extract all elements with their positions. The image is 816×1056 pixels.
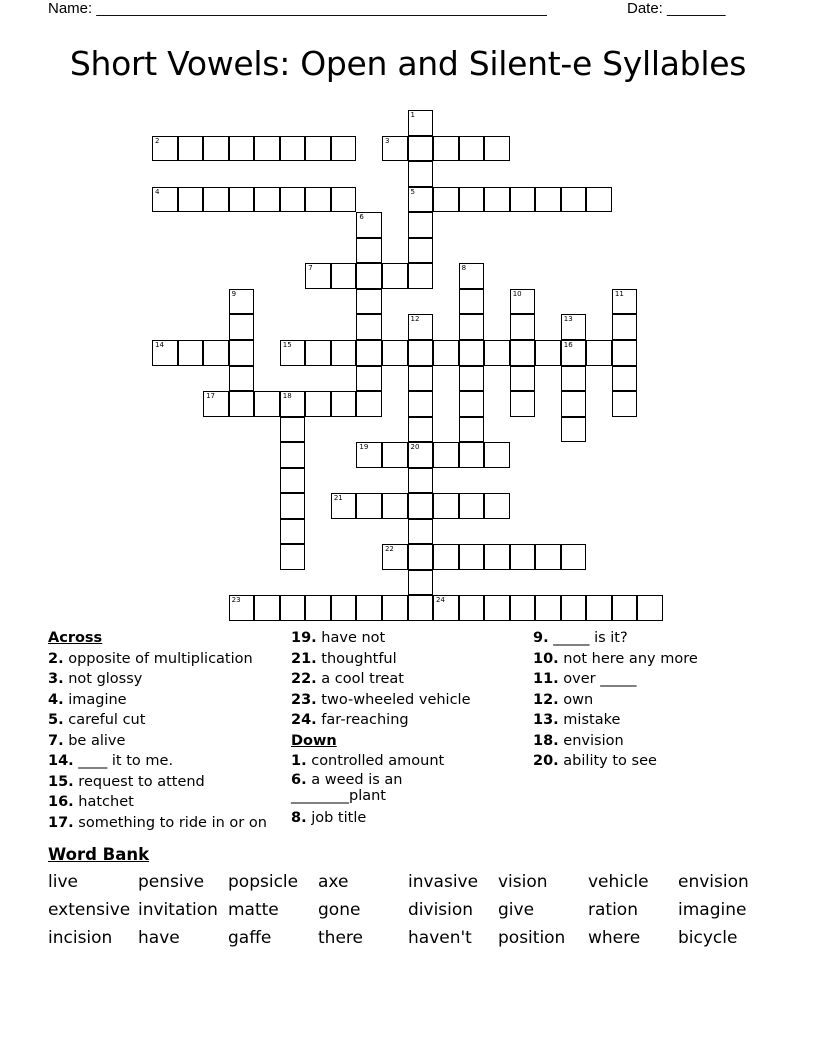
word-bank-word: axe: [318, 872, 349, 892]
crossword-cell[interactable]: [433, 340, 459, 366]
crossword-cell[interactable]: [433, 493, 459, 519]
clue-number: 10: [512, 289, 522, 298]
crossword-cell[interactable]: [433, 595, 459, 621]
crossword-cell[interactable]: [331, 391, 357, 417]
crossword-cell[interactable]: [459, 417, 485, 443]
word-bank-word: there: [318, 928, 363, 948]
crossword-cell[interactable]: [535, 544, 561, 570]
across-heading: Across: [48, 630, 103, 646]
crossword-cell[interactable]: [408, 519, 434, 545]
crossword-cell[interactable]: [484, 493, 510, 519]
crossword-cell[interactable]: [382, 340, 408, 366]
clue-across-17: 17. something to ride in or on: [48, 814, 267, 831]
crossword-cell[interactable]: [459, 544, 485, 570]
crossword-cell[interactable]: [331, 340, 357, 366]
word-bank-word: bicycle: [678, 928, 738, 948]
word-bank-word: imagine: [678, 900, 747, 920]
crossword-cell[interactable]: [561, 366, 587, 392]
crossword-cell[interactable]: [331, 595, 357, 621]
word-bank: [48, 872, 788, 956]
crossword-cell[interactable]: [229, 366, 255, 392]
crossword-cell[interactable]: [510, 340, 536, 366]
crossword-cell[interactable]: [280, 468, 306, 494]
crossword-cell[interactable]: [612, 314, 638, 340]
crossword-cell[interactable]: [280, 595, 306, 621]
crossword-cell[interactable]: [331, 187, 357, 213]
crossword-cell[interactable]: [459, 136, 485, 162]
crossword-cell[interactable]: [408, 468, 434, 494]
word-bank-word: vision: [498, 872, 548, 892]
clue-number: 14: [155, 340, 164, 349]
crossword-cell[interactable]: [305, 263, 331, 289]
crossword-cell[interactable]: [229, 289, 255, 315]
crossword-cell[interactable]: [203, 136, 229, 162]
crossword-cell[interactable]: [382, 595, 408, 621]
crossword-cell[interactable]: [484, 544, 510, 570]
crossword-cell[interactable]: [203, 391, 229, 417]
clue-number: 18: [282, 392, 292, 401]
crossword-cell[interactable]: [586, 595, 612, 621]
clue-number: 22: [384, 545, 394, 554]
clue-number: 16: [563, 340, 573, 349]
clue-across-16: 16. hatchet: [48, 794, 134, 810]
crossword-cell[interactable]: [408, 136, 434, 162]
crossword-cell[interactable]: [433, 187, 459, 213]
crossword-cell[interactable]: [305, 187, 331, 213]
crossword-cell[interactable]: [561, 391, 587, 417]
word-bank-word: pensive: [138, 872, 205, 892]
crossword-cell[interactable]: [510, 595, 536, 621]
word-bank-word: popsicle: [228, 872, 299, 892]
crossword-cell[interactable]: [229, 340, 255, 366]
crossword-cell[interactable]: [637, 595, 663, 621]
crossword-cell[interactable]: [382, 263, 408, 289]
clue-down-11: 11. over _____: [533, 671, 637, 687]
crossword-cell[interactable]: [561, 417, 587, 443]
crossword-cell[interactable]: [459, 493, 485, 519]
crossword-cell[interactable]: [356, 340, 382, 366]
word-bank-row: [48, 928, 788, 956]
crossword-cell[interactable]: [280, 442, 306, 468]
crossword-cell[interactable]: [561, 544, 587, 570]
crossword-cell[interactable]: [254, 595, 280, 621]
crossword-cell[interactable]: [510, 366, 536, 392]
crossword-cell[interactable]: [408, 417, 434, 443]
clue-number: 9: [231, 289, 237, 298]
crossword-cell[interactable]: [510, 314, 536, 340]
crossword-cell[interactable]: [382, 442, 408, 468]
crossword-cell[interactable]: [561, 187, 587, 213]
clue-number: 21: [333, 494, 343, 503]
clue-number: 7: [308, 264, 313, 273]
clue-down-20: 20. ability to see: [533, 753, 657, 769]
clue-down-13: 13. mistake: [533, 712, 621, 728]
clue-down-9: 9. _____ is it?: [533, 630, 628, 646]
clue-across-7: 7. be alive: [48, 732, 126, 749]
word-bank-word: invasive: [408, 872, 479, 892]
crossword-cell[interactable]: [408, 314, 434, 340]
crossword-cell[interactable]: [510, 187, 536, 213]
clue-number: 1: [410, 111, 415, 119]
crossword-cell[interactable]: [305, 136, 331, 162]
clue-across-19: 19. have not: [291, 630, 386, 646]
crossword-cell[interactable]: [459, 263, 485, 289]
clue-number: 12: [410, 315, 420, 324]
crossword-cell[interactable]: [433, 442, 459, 468]
crossword-cell[interactable]: [305, 595, 331, 621]
word-bank-word: matte: [228, 900, 279, 920]
crossword-cell[interactable]: [612, 366, 638, 392]
word-bank-word: gone: [318, 900, 361, 920]
crossword-cell[interactable]: [459, 187, 485, 213]
crossword-cell[interactable]: [612, 595, 638, 621]
clue-down-1: 1. controlled amount: [291, 753, 445, 769]
crossword-cell[interactable]: [229, 187, 255, 213]
crossword-cell[interactable]: [356, 442, 382, 468]
clue-number: 3: [384, 136, 390, 145]
clues-column-2: [291, 628, 526, 828]
clue-across-2: 2. opposite of multiplication: [48, 650, 253, 667]
crossword-cell[interactable]: [280, 493, 306, 519]
word-bank-word: extensive: [48, 900, 131, 920]
crossword-cell[interactable]: [484, 136, 510, 162]
clue-across-22: 22. a cool treat: [291, 671, 404, 687]
crossword-cell[interactable]: [178, 187, 204, 213]
crossword-cell[interactable]: [433, 136, 459, 162]
crossword-cell[interactable]: [459, 391, 485, 417]
crossword-cell[interactable]: [356, 212, 382, 238]
word-bank-row: [48, 900, 788, 928]
crossword-cell[interactable]: [280, 187, 306, 213]
crossword-cell[interactable]: [203, 187, 229, 213]
crossword-cell[interactable]: [459, 314, 485, 340]
down-heading: Down: [291, 732, 337, 749]
clues-column-1: [48, 628, 283, 833]
crossword-cell[interactable]: [178, 340, 204, 366]
crossword-cell[interactable]: [229, 391, 255, 417]
crossword-cell[interactable]: [356, 595, 382, 621]
crossword-cell[interactable]: [382, 544, 408, 570]
crossword-cell[interactable]: [561, 314, 587, 340]
crossword-cell[interactable]: [484, 595, 510, 621]
clue-number: 17: [206, 392, 216, 401]
clue-across-23: 23. two-wheeled vehicle: [291, 691, 471, 708]
clue-number: 2: [155, 136, 160, 145]
clue-number: 23: [231, 596, 241, 605]
clue-across-5: 5. careful cut: [48, 712, 146, 728]
crossword-cell[interactable]: [612, 391, 638, 417]
word-bank-word: ration: [588, 900, 638, 920]
word-bank-word: incision: [48, 928, 113, 948]
clues-column-3: [533, 628, 773, 772]
crossword-cell[interactable]: [535, 340, 561, 366]
clue-down-6: 6. a weed is an ________plant: [291, 771, 403, 804]
clue-number: 5: [410, 187, 415, 196]
crossword-cell[interactable]: [459, 340, 485, 366]
crossword-cell[interactable]: [408, 391, 434, 417]
crossword-cell[interactable]: [408, 161, 434, 187]
crossword-cell[interactable]: [280, 544, 306, 570]
crossword-cell[interactable]: [280, 340, 306, 366]
crossword-cell[interactable]: [535, 187, 561, 213]
crossword-cell[interactable]: [612, 289, 638, 315]
crossword-cell[interactable]: [280, 417, 306, 443]
clue-down-18: 18. envision: [533, 732, 624, 749]
crossword-cell[interactable]: [408, 110, 434, 136]
crossword-cell[interactable]: [203, 340, 229, 366]
clue-number: 4: [155, 187, 160, 196]
crossword-cell[interactable]: [408, 238, 434, 264]
crossword-cell[interactable]: [408, 595, 434, 621]
crossword-cell[interactable]: [152, 340, 178, 366]
clue-across-4: 4. imagine: [48, 691, 127, 708]
clue-number: 15: [282, 340, 292, 349]
clue-down-10: 10. not here any more: [533, 650, 698, 667]
word-bank-word: invitation: [138, 900, 218, 920]
crossword-cell[interactable]: [356, 391, 382, 417]
crossword-cell[interactable]: [408, 544, 434, 570]
clue-number: 13: [563, 315, 573, 324]
name-field[interactable]: Name: ______________________________________________________: [48, 0, 547, 17]
crossword-cell[interactable]: [229, 136, 255, 162]
word-bank-word: position: [498, 928, 566, 948]
date-field[interactable]: Date: _______: [627, 0, 726, 17]
crossword-cell[interactable]: [408, 493, 434, 519]
word-bank-title: Word Bank: [48, 845, 150, 864]
word-bank-word: envision: [678, 872, 749, 892]
crossword-cell[interactable]: [331, 493, 357, 519]
crossword-cell[interactable]: [229, 595, 255, 621]
crossword-cell[interactable]: [408, 187, 434, 213]
crossword-cell[interactable]: [254, 391, 280, 417]
clue-across-15: 15. request to attend: [48, 773, 205, 790]
crossword-cell[interactable]: [561, 595, 587, 621]
crossword-cell[interactable]: [331, 136, 357, 162]
crossword-cell[interactable]: [586, 340, 612, 366]
clue-number: 8: [461, 264, 467, 273]
clue-across-21: 21. thoughtful: [291, 650, 397, 667]
page-title: Short Vowels: Open and Silent-e Syllables: [69, 44, 747, 83]
word-bank-word: give: [498, 900, 535, 920]
clue-number: 19: [359, 443, 369, 452]
crossword-cell[interactable]: [305, 340, 331, 366]
crossword-cell[interactable]: [459, 442, 485, 468]
clue-number: 20: [410, 443, 420, 452]
crossword-cell[interactable]: [612, 340, 638, 366]
crossword-cell[interactable]: [356, 493, 382, 519]
crossword-cell[interactable]: [280, 391, 306, 417]
clue-number: 24: [436, 596, 445, 605]
crossword-cell[interactable]: [280, 136, 306, 162]
crossword-cell[interactable]: [254, 187, 280, 213]
crossword-cell[interactable]: [510, 544, 536, 570]
word-bank-row: [48, 872, 788, 900]
clue-across-14: 14. ____ it to me.: [48, 753, 174, 769]
crossword-cell[interactable]: [331, 263, 357, 289]
word-bank-word: haven't: [408, 928, 472, 948]
crossword-cell[interactable]: [408, 212, 434, 238]
crossword-cell[interactable]: [382, 136, 408, 162]
crossword-cell[interactable]: [152, 187, 178, 213]
word-bank-word: vehicle: [588, 872, 649, 892]
crossword-cell[interactable]: [459, 289, 485, 315]
crossword-cell[interactable]: [382, 493, 408, 519]
crossword-cell[interactable]: [459, 595, 485, 621]
crossword-cell[interactable]: [484, 340, 510, 366]
crossword-cell[interactable]: [459, 366, 485, 392]
crossword-cell[interactable]: [535, 595, 561, 621]
clue-down-12: 12. own: [533, 691, 594, 708]
crossword-cell[interactable]: [408, 442, 434, 468]
crossword-cell[interactable]: [561, 340, 587, 366]
crossword-cell[interactable]: [356, 289, 382, 315]
crossword-cell[interactable]: [408, 366, 434, 392]
crossword-cell[interactable]: [408, 263, 434, 289]
crossword-cell[interactable]: [510, 391, 536, 417]
crossword-cell[interactable]: [356, 238, 382, 264]
word-bank-word: division: [408, 900, 474, 920]
clue-number: 11: [614, 289, 624, 298]
crossword-cell[interactable]: [586, 187, 612, 213]
clue-down-8: 8. job title: [291, 809, 367, 826]
crossword-cell[interactable]: [484, 187, 510, 213]
word-bank-word: where: [588, 928, 641, 948]
word-bank-word: gaffe: [228, 928, 272, 948]
crossword-cell[interactable]: [280, 519, 306, 545]
crossword-cell[interactable]: [356, 314, 382, 340]
crossword-cell[interactable]: [178, 136, 204, 162]
word-bank-word: live: [48, 872, 78, 892]
crossword-cell[interactable]: [510, 289, 536, 315]
crossword-cell[interactable]: [152, 136, 178, 162]
crossword-cell[interactable]: [356, 366, 382, 392]
crossword-cell[interactable]: [254, 136, 280, 162]
crossword-cell[interactable]: [408, 340, 434, 366]
crossword-cell[interactable]: [484, 442, 510, 468]
clue-across-3: 3. not glossy: [48, 671, 143, 687]
crossword-cell[interactable]: [408, 570, 434, 596]
crossword-cell[interactable]: [229, 314, 255, 340]
crossword-cell[interactable]: [356, 263, 382, 289]
word-bank-word: have: [138, 928, 180, 948]
crossword-cell[interactable]: [305, 391, 331, 417]
clue-number: 6: [359, 213, 364, 222]
clue-across-24: 24. far-reaching: [291, 712, 409, 728]
crossword-cell[interactable]: [433, 544, 459, 570]
